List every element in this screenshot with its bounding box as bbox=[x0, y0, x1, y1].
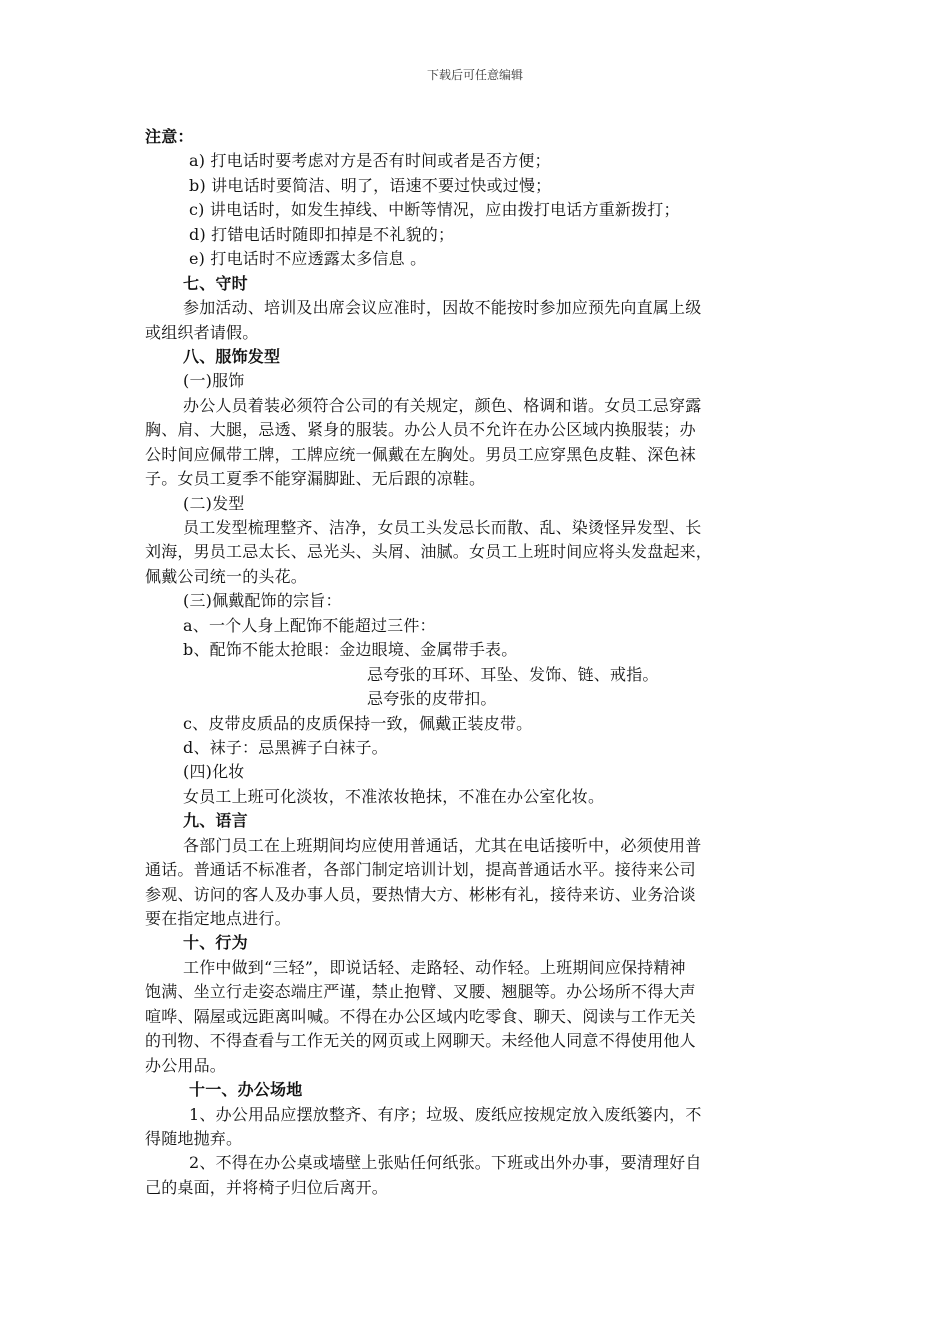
text-line: (四)化妆 bbox=[183, 762, 245, 782]
section-heading: 九、语言 bbox=[183, 811, 248, 831]
text-line: d、袜子：忌黑裤子白袜子。 bbox=[183, 737, 388, 757]
text-line: 饱满、坐立行走姿态端庄严谨，禁止抱臂、叉腰、翘腿等。办公场所不得大声 bbox=[145, 982, 696, 1002]
section-heading: 七、守时 bbox=[183, 273, 248, 293]
text-line: 或组织者请假。 bbox=[145, 322, 259, 342]
document-body bbox=[145, 125, 825, 1200]
text-line: 公时间应佩带工牌，工牌应统一佩戴在左胸处。男员工应穿黑色皮鞋、深色袜 bbox=[145, 444, 696, 464]
text-line: 己的桌面，并将椅子归位后离开。 bbox=[145, 1177, 389, 1197]
text-line: 员工发型梳理整齐、洁净，女员工头发忌长而散、乱、染烫怪异发型、长 bbox=[183, 518, 702, 537]
text-line: 2、不得在办公桌或墙壁上张贴任何纸张。下班或出外办事，要清理好自 bbox=[189, 1153, 702, 1173]
text-line: (二)发型 bbox=[183, 493, 245, 513]
text-line: 忌夸张的皮带扣。 bbox=[367, 689, 497, 709]
text-line: (三)佩戴配饰的宗旨： bbox=[183, 591, 342, 611]
text-line: 得随地抛弃。 bbox=[145, 1128, 243, 1148]
text-line: c) 讲电话时，如发生掉线、中断等情况，应由拨打电话方重新拨打； bbox=[189, 200, 680, 220]
text-line: 子。女员工夏季不能穿漏脚趾、无后跟的凉鞋。 bbox=[145, 469, 486, 489]
text-line: 胸、肩、大腿，忌透、紧身的服装。办公人员不允许在办公区域内换服装；办 bbox=[145, 420, 696, 440]
text-line: a、一个人身上配饰不能超过三件： bbox=[183, 615, 436, 635]
section-heading: 十一、办公场地 bbox=[189, 1080, 303, 1100]
text-line: b) 讲电话时要简洁、明了，语速不要过快或过慢； bbox=[189, 175, 552, 195]
text-line: c、皮带皮质品的皮质保持一致，佩戴正装皮带。 bbox=[183, 713, 533, 733]
text-line: 各部门员工在上班期间均应使用普通话，尤其在电话接听中，必须使用普 bbox=[183, 835, 702, 855]
text-line: 刘海，男员工忌太长、忌光头、头屑、油腻。女员工上班时间应将头发盘起来， bbox=[145, 542, 713, 562]
text-line: 要在指定地点进行。 bbox=[145, 909, 291, 928]
text-line: b、配饰不能太抢眼：金边眼境、金属带手表。 bbox=[183, 640, 518, 660]
text-line: 通话。普通话不标准者，各部门制定培训计划，提高普通话水平。接待来公司 bbox=[145, 860, 696, 880]
text-line: (一)服饰 bbox=[183, 371, 245, 391]
section-heading: 注意： bbox=[145, 127, 194, 146]
text-line: 喧哗、隔屋或远距离叫喊。不得在办公区域内吃零食、聊天、阅读与工作无关 bbox=[145, 1006, 696, 1026]
text-line: e) 打电话时不应透露太多信息 。 bbox=[189, 249, 427, 269]
text-line: 1、办公用品应摆放整齐、有序；垃圾、废纸应按规定放入废纸篓内，不 bbox=[189, 1104, 702, 1124]
text-line: d) 打错电话时随即扣掉是不礼貌的； bbox=[189, 224, 455, 244]
text-line: 的刊物、不得查看与工作无关的网页或上网聊天。未经他人同意不得使用他人 bbox=[145, 1031, 696, 1051]
text-line: 参加活动、培训及出席会议应准时，因故不能按时参加应预先向直属上级 bbox=[183, 298, 702, 318]
text-line: 办公用品。 bbox=[145, 1055, 227, 1075]
section-heading: 十、行为 bbox=[183, 933, 248, 953]
text-line: 佩戴公司统一的头花。 bbox=[145, 566, 308, 586]
text-line: 忌夸张的耳环、耳坠、发饰、链、戒指。 bbox=[367, 664, 659, 684]
page-header: 下载后可任意编辑 bbox=[426, 68, 523, 82]
text-line: 工作中做到“三轻”，即说话轻、走路轻、动作轻。上班期间应保持精神 bbox=[183, 957, 686, 977]
text-line: a) 打电话时要考虑对方是否有时间或者是否方便； bbox=[189, 151, 551, 171]
text-line: 办公人员着装必须符合公司的有关规定，颜色、格调和谐。女员工忌穿露 bbox=[183, 395, 702, 415]
section-heading: 八、服饰发型 bbox=[183, 346, 281, 366]
text-line: 参观、访问的客人及办事人员，要热情大方、彬彬有礼，接待来访、业务洽谈 bbox=[145, 884, 696, 904]
text-line: 女员工上班可化淡妆，不准浓妆艳抹，不准在办公室化妆。 bbox=[183, 786, 605, 806]
